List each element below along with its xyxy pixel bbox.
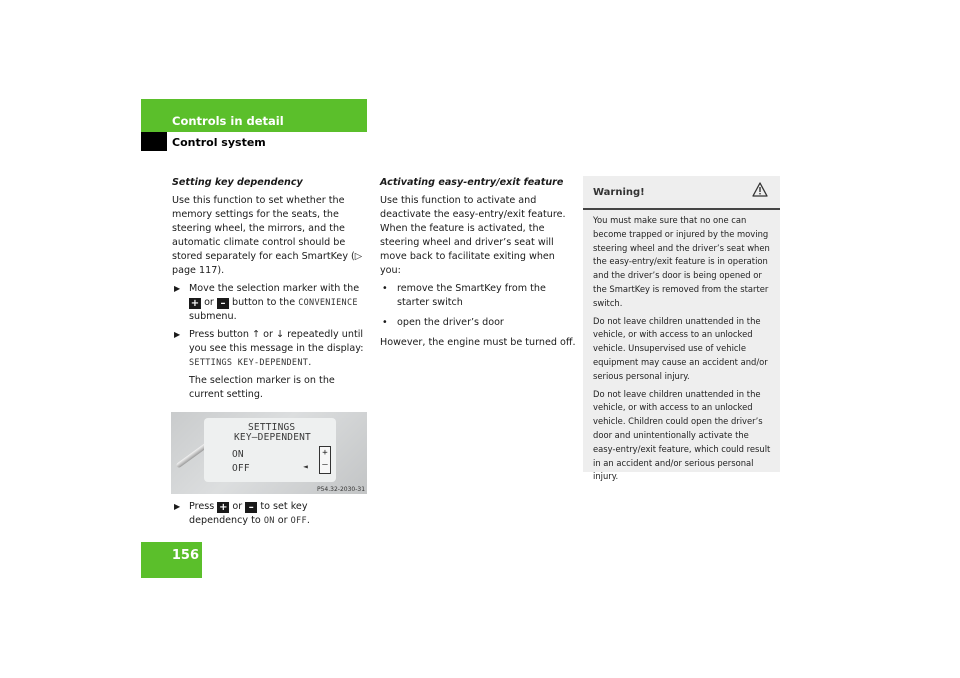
step-note: The selection marker is on the current setting.	[189, 375, 335, 400]
step-set-dependency: ▶ Press + or – to set key dependency to ON or OFF.	[174, 501, 310, 526]
warning-divider	[583, 208, 780, 210]
option-off-label: OFF	[290, 516, 307, 526]
key-dependency-heading: Setting key dependency	[172, 177, 303, 188]
plus-key-icon: +	[190, 298, 200, 309]
selection-marker-icon: ◄	[303, 462, 308, 471]
page-number: 156	[171, 548, 199, 563]
header-marker	[141, 132, 167, 151]
easy-entry-outro: However, the engine must be turned off.	[380, 337, 576, 348]
step-arrow-icon: ▶	[174, 284, 181, 293]
easy-entry-heading: Activating easy-entry/exit feature	[380, 177, 564, 188]
step-move-marker: ▶ Move the selection marker with the + or – button to the CONVENIENCE submenu.	[174, 283, 360, 322]
section-subtitle: Control system	[172, 136, 266, 149]
warning-paragraph: Do not leave children unattended in the vehicle, or with access to an unlocked vehicle. Unsupervised use of vehicle equipment may cause an accident and/or serious personal injury.	[593, 315, 768, 381]
up-key-icon: ↑	[252, 329, 261, 340]
warning-box	[583, 176, 780, 482]
display-line-settings: SETTINGS	[248, 422, 296, 433]
plus-key-icon: +	[219, 502, 228, 513]
step-arrow-icon: ▶	[174, 330, 181, 339]
bullet-icon: •	[382, 283, 388, 294]
display-figure	[171, 412, 367, 494]
convenience-submenu-label: CONVENIENCE	[298, 298, 358, 308]
plus-sign: +	[322, 448, 328, 458]
bullet-icon: •	[382, 317, 388, 328]
settings-message-label: SETTINGS KEY-DEPENDENT	[189, 358, 309, 368]
step-arrow-icon: ▶	[174, 502, 181, 511]
option-on-label: ON	[263, 516, 275, 526]
left-column	[172, 176, 368, 532]
figure-code: P54.32-2030-31	[317, 486, 366, 493]
down-key-icon: ↓	[276, 329, 285, 340]
warning-paragraph: You must make sure that no one can become trapped or injured by the moving steering wheel and the driver’s seat when the easy-entry/exit feature is in operation and the driver’s door is being opened or the SmartKey is removed from the starter switch.	[593, 215, 770, 308]
minus-key-icon: –	[217, 298, 229, 309]
multifunction-display	[204, 418, 336, 482]
section-title: Controls in detail	[172, 114, 284, 128]
key-dependency-intro: Use this function to set whether the memory settings for the seats, the steering wheel, the mirrors, and the automatic climate control should be stored separately for each SmartKey (▷ page 117).	[172, 195, 363, 276]
minus-key-icon: –	[245, 502, 257, 513]
minus-sign: –	[322, 460, 328, 470]
warning-body	[593, 214, 773, 488]
step-press-button: ▶ Press button ↑ or ↓ repeatedly until you see this message in the display: SETTINGS KEY-DEPENDENT. The selection marker is on the current setting.	[172, 328, 368, 402]
middle-column	[380, 176, 576, 354]
display-option-on: ON	[232, 449, 244, 460]
display-option-off: OFF	[232, 463, 250, 474]
warning-title: Warning!	[593, 187, 645, 198]
easy-entry-intro: Use this function to activate and deactivate the easy-entry/exit feature. When the feature is activated, the steering wheel and driver’s seat will move back to facilitate exiting when you:	[380, 195, 566, 276]
list-item: • remove the SmartKey from the starter switch	[382, 283, 546, 308]
warning-paragraph: Do not leave children unattended in the vehicle, or with access to an unlocked vehicle. Children could open the driver’s door and unintentionally activate the easy-entry/exit feature, which could result in an accident and/or serious personal injury.	[593, 388, 771, 482]
display-line-key-dependent: KEY–DEPENDENT	[234, 432, 311, 443]
list-item: • open the driver’s door	[382, 317, 504, 328]
plus-minus-indicator	[319, 446, 331, 474]
warning-triangle-icon	[752, 182, 768, 201]
